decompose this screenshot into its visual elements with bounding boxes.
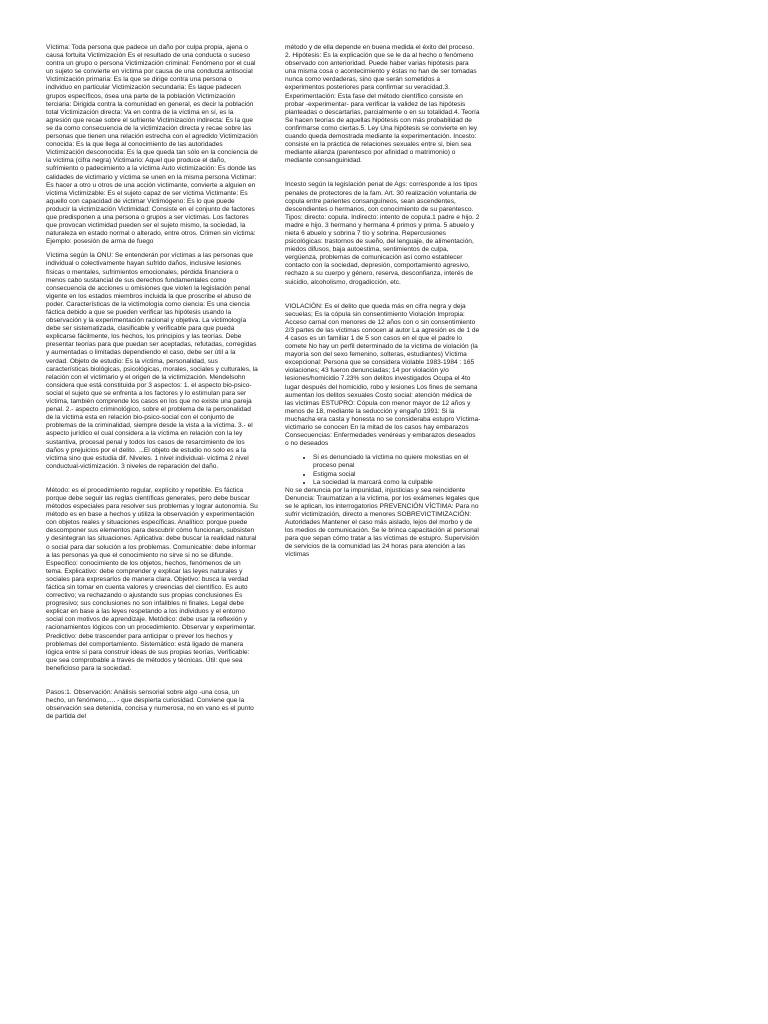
list-item: • Si es denunciado la víctima no quiere molestias en el proceso penal [313,454,481,470]
spacer [46,679,258,689]
hypothesis-paragraph: método y de ella depende en buena medida el éxito del proceso. 2. Hipótesis: Es la explicación que se le da al hecho o fenómeno observado con anterioridad. Puede haber varias hipótesis para una misma cosa o acontecimiento y éstas no han de ser tomadas nunca como verdaderas, sino que serán sometidos a experimentos posteriores para confirmar su veracidad.3. Experimentación: Esta fase del método científico consiste en probar -experimentar- para verificar la validez de las hipótesis planteadas o descartarlas, parcialmente o en su totalidad.4. Teoría Se hacen teorías de aquellas hipótesis con más probabilidad de confirmarse como ciertas.5. Ley Una hipótesis se convierte en ley cuando queda demostrada mediante la experimentación. Incesto: consiste en la práctica de relaciones sexuales entre si, bien sea mediante alianza (parentesco por afinidad o matrimonio) o mediante consanguinidad. [285,44,480,165]
spacer [285,293,481,303]
violation-paragraph: VIOLACIÓN: Es el delito que queda más en cifra negra y deja secuelas; Es la cópula sin consentimiento Violación Impropia: Acceso carnal con menores de 12 años con o sin consentimiento 2/3 partes de las víctimas conocen al autor La agresión es de 1 de 4 casos es un familiar 1 de 5 son casos en el que el padre lo comete No hay un perfil determinado de la víctima de violación (la mayoría son del sexo femenino, solteras, estudiantes) Víctima excepcional: Persona que se considera violable 1983-1984 : 165 violaciones; 43 fueron denunciadas; 14 por violación y/o lesiones/homicidio 7.23% son delitos investigados Ocupa el 4to lugar después del homicidio, robo y lesiones Los fines de semana aumentan los delitos sexuales Costo social: atención médica de las víctimas ESTUPRO: Cópula con menor mayor de 12 años y menos de 18, mediante la seducción y engaño 1991: Si la muchacha era casta y honesta no se consideraba estupro Víctima- victimario se conocen En la mitad de los casos hay embarazos Consecuencias: Enfermedades venéreas y embarazos deseados o no deseados [285,302,481,448]
spacer [46,477,258,487]
consequences-list [285,454,481,486]
onu-victim-paragraph: Víctima según la ONU: Se entenderán por víctimas a las personas que individual o colectivamente hayan sufrido daños, inclusive lesiones físicas o mentales, sufrimientos emocionales, pérdida financiera o menos cabo sustancial de sus derechos fundamentales como consecuencia de acciones u omisiones que violen la legislación penal vigente en los estados miembros incluida la que proscribe el abuso de poder. Características de la victimología como ciencia: Es una ciencia fáctica debido a que se pueden verificar las hipótesis usando la observación y la experimentación racional y objetiva. La victimología debe ser sistematizada, clasificable y verificable para que pueda explicarse fácilmente, los hechos, los principios y las teorías. Debe presentar teorías para que puedan ser aceptadas, refutadas, corregidas y aumentadas o limitadas dependiendo el caso, debe ser útil a la verdad. Objeto de estudio: Es la víctima, personalidad, sus características biológicas, psicológicas, morales, sociales y culturales, la relación con el victimario y el origen de la victimización. Mendelsohn considera que está constituida por 3 aspectos: 1. el aspecto bio-psico-social el sujeto que se enfrenta a los factores y lo estimulan para ser víctima, también comprende los casos en los que no existe una pareja penal. 2.- aspecto criminológico, sobre el problema de la personalidad de la víctima esta en relación bio-psico-social con el conjunto de problemas de la criminalidad, siempre desde la vista a la víctima. 3.- el aspecto jurídico el cual considera a la víctima en relación con la ley sustantiva, procesal penal y todos los casos de resarcimiento de los daños y prejuicios por el delito. ...El objeto de estudio no solo es a la víctima sino que estudia dif. Niveles. 1 nivel individual- víctima 2 nivel conductual-victimización. 3 niveles de reparación del daño. [46,252,258,470]
right-column [285,44,481,566]
victim-definitions-paragraph: Víctima: Toda persona que padece un daño por culpa propia, ajena o causa fortuita Victimización Es el resultado de una conducta o suceso contra un grupo o persona Victimización criminal: Fenómeno por el cual un sujeto se convierte en víctima por causa de una conducta antisocial Victimización primaria: Es la que se dirige contra una persona o individuo en particular Victimización secundaria: Es laque padecen grupos específicos, ósea una parte de la población Victimización terciaria: Dirigida contra la comunidad en general, es decir la población total Victimización directa: Va en contra de la víctima en sí, es la agresión que recae sobre el sufriente Victimización indirecta: Es la que se da como consecuencia de la victimización directa y recae sobre las personas que tienen una relación estrecha con el agredido Victimización conocida: Es la que llega al conocimiento de las autoridades Victimización desconocida: Es la que queda tan sólo en la conciencia de la víctima (cifra negra) Victimario: Aquel que produce el daño, sufrimiento o padecimiento a la víctima Auto victimización: Es donde las calidades de victimario y víctima se unen en la misma persona Victimar: Es hacer a otro u otros de una acción victimante, convierte a alguien en víctima Victimizable: Es el sujeto capaz de ser víctima Victimante: Es aquello con capacidad de victimar Victimógeno: Es lo que puede producir la victimización Victimidad: Consiste en el conjunto de factores que predisponen a una persona o grupos a ser víctimas. Los factores que provocan victimidad pueden ser el sujeto mismo, la sociedad, la naturaleza en estado normal o alterado, entre otros. Crimen sin víctima: Ejemplo: posesión de arma de fuego [46,44,258,246]
spacer [285,171,481,181]
steps-paragraph: Pasos:1. Observación: Análisis sensorial sobre algo -una cosa, un hecho, un fenómeno,.... - que despierta curiosidad. Conviene que la observación sea detenida, concisa y numerosa, no en vano es el punto de partida del [46,689,254,721]
prevention-paragraph: No se denuncia por la impunidad, injusticias y sea reincidente Denuncia: Traumatizan a la víctima, por los exámenes legales que se le aplican, los interrogatorios PREVENCIÓN VÍCTIMA: Para no sufrir victimización, directo a menores SOBREVICTIMIZACIÓN: Autoridades Mantener el caso más aislado, lejos del morbo y de los medios de comunicación. Se le brinca capacitación al personal para que sepan cómo tratar a las víctimas de estupro. Supervisión de servicios de la comunidad las 24 horas para atención a las víctimas [285,486,480,559]
method-paragraph: Método: es el procedimiento regular, explícito y repetible. Es fáctica porque debe seguir las reglas científicas generales, pero debe buscar métodos especiales para resolver sus problemas y lograr autonomía. Su método es en base a hechos y utiliza la observación y experimentación con objetos reales y situaciones específicas. Analítico: porque puede descomponer sus elementos para descubrir cómo funcionan, subsisten y desintegran las situaciones. Aplicativa: debe buscar la realidad natural o social para dar solución a los problemas. Comunicable: debe informar a las personas ya que el conocimiento no sirve si no se difunde. Especifico: conocimiento de los objetos, hechos, fenómenos de un tema. Explicativo: debe comprender y explicar las leyes naturales y sociales para expresarlos de manera clara. Objetivo: busca la verdad fáctica sin tomar en cuenta valores y creencias del científico. Es auto correctivo; va rechazando o ajustando sus propias conclusiones Es progresivo; sus conclusiones no son infalibles ni finales. Legal debe explicar en base a las leyes respetando a los individuos y el entorno social con motivos de aprendizaje. Metódico: debe usar la reflexión y racionamientos lógicos con un procedimiento. Observar y experimentar. Predictivo: debe trascender para anticipar o prever los hechos y problemas del comportamiento. Sistemático: está ligado de manera lógica entre sí para construir ideas de sus propias teorías. Verificable: que sea comprobable a través de métodos y técnicas. Útil: que sea beneficioso para la sociedad. [46,486,258,672]
list-item: • Estigma social [313,471,481,479]
list-item: • La sociedad la marcará como la culpable [313,479,481,487]
left-column [46,44,258,727]
incest-law-paragraph: Incesto según la legislación penal de Ags: corresponde a los tipos penales de protectores de la fam. Art. 30 realización voluntaria de copula entre parientes consanguíneos, sean ascendentes, descendientes o hermanos, con conocimiento de su parentesco. Tipos: directo: copula. Indirecto: intento de copula.1 padre e hijo. 2 madre e hijo. 3 hermano y hermana 4 primos y prima. 5 abuelo y nieta 6 abuelo y sobrina 7 tío y sobrina. Repercusiones psicológicas: trastornos de sueño, del lenguaje, de alimentación, miedos difusos, baja autoestima, sentimientos de culpa, vergüenza, problemas de comunicación así como establecer contacto con la sociedad, depresión, comportamiento agresivo, rechazo a su cuerpo y género, reserva, desconfianza, interés de suicidio, alcoholismo, drogadicción, etc. [285,181,480,286]
